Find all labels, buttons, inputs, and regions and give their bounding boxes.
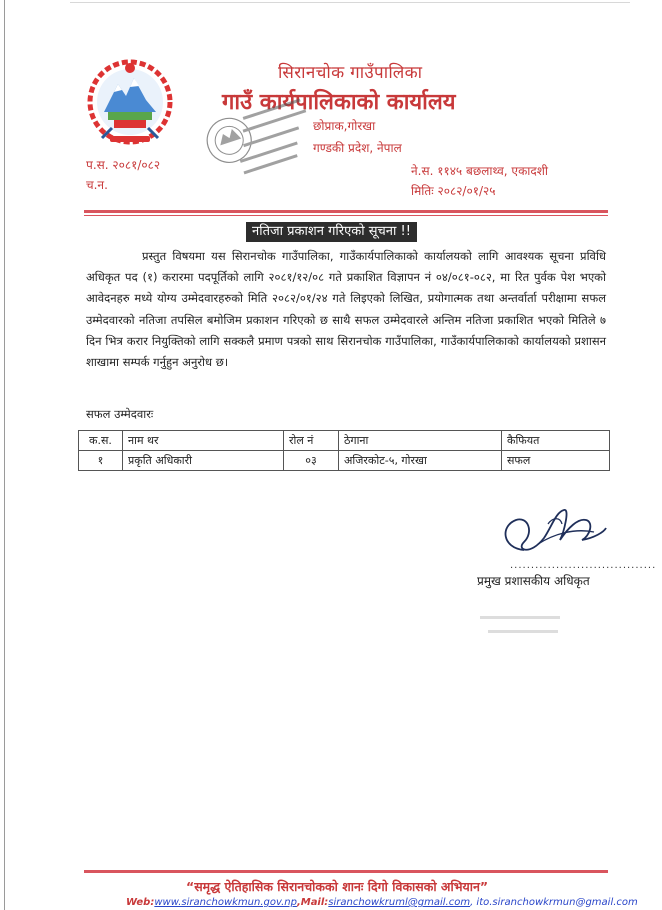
table-row [79,451,610,471]
notice-body [86,246,606,373]
cell-address: अजिरकोट-५, गोरखा [339,451,502,471]
col-name: नाम थर [123,431,284,451]
nepal-samvat-date: ने.स. ११४५ बछलाथ्व, एकादशी [411,164,549,178]
signature-line: ................................... [510,560,657,571]
footer-divider [84,870,608,873]
fiscal-year: प.स. २०८१/०८२ [86,158,161,172]
cell-name: प्रकृति अधिकारी [123,451,284,471]
successful-candidates-label: सफल उम्मेदवारः [86,407,154,421]
signature [494,498,608,564]
cell-serial: १ [79,451,123,471]
office-stamp [196,94,318,196]
dispatch-number: च.न. [86,178,108,192]
ito-email: , ito.siranchowkrmun@gmail.com [470,897,638,908]
web-label: Web: [126,897,155,908]
notice-paragraph: प्रस्तुत विषयमा यस सिरानचोक गाउँपालिका, गाउँकार्यपालिकाको कार्यालयको लागि आवश्यक सूचना प्रविधि अधिकृत पद (१) करारमा पदपूर्तिको लागि २०८१/१२/०८ गते प्रकाशित विज्ञापन नं ०४/०८१-०८२, मा रित पुर्वक पेश भएको आवेदनहरु मध्ये योग्य उम्मेदवारहरुको मिति २०८२/०१/२४ गते लिइएको लिखित, प्रयोगात्मक तथा अन्तर्वार्ता परीक्षामा सफल उम्मेदवारको नतिजा तपसिल बमोजिम प्रकाशन गरिएको छ साथै सफल उम्मेदवारले अन्तिम नतिजा प्रकाशित भएको मितिले ७ दिन भित्र करार नियुक्तिको लागि सक्कलै प्रमाण पत्रको साथ सिरानचोक गाउँपालिका, गाउँकार्यपालिकाको कार्यालयको प्रशासन शाखामा सम्पर्क गर्नुहुन अनुरोध छ। [86,249,606,370]
nepal-emblem-logo [84,56,176,148]
cell-roll: ०३ [284,451,339,471]
mail-label: ,Mail: [296,897,329,908]
office-name: गाउँ कार्यपालिकाको कार्यालय [222,90,456,115]
header-divider [84,210,608,213]
table-header-row [79,431,610,451]
col-remarks: कैफियत [502,431,610,451]
col-serial: क.स. [79,431,123,451]
notice-title: नतिजा प्रकाशन गरिएको सूचना !! [246,222,417,242]
cell-remarks: सफल [502,451,610,471]
org-name: सिरानचोक गाउँपालिका [278,63,423,83]
col-address: ठेगाना [339,431,502,451]
website-link[interactable]: www.siranchowkmun.gov.np [154,897,297,908]
office-province: गण्डकी प्रदेश, नेपाल [313,141,402,155]
issue-date: मितिः २०८२/०१/२५ [411,184,496,198]
header-divider-thin [84,215,608,216]
col-roll: रोल नं [284,431,339,451]
results-table [78,430,610,471]
faint-stamp [478,610,568,652]
signatory-title: प्रमुख प्रशासकीय अधिकृत [477,574,590,588]
page-edge [4,0,5,910]
motto: “समृद्ध ऐतिहासिक सिरानचोकको शानः दिगो विकासको अभियान” [186,879,489,894]
scan-edge [70,2,630,3]
email-link[interactable]: siranchowkruml@gmail.com [328,897,471,908]
footer-contact [126,897,638,910]
office-address: छोप्राक,गोरखा [313,119,376,133]
